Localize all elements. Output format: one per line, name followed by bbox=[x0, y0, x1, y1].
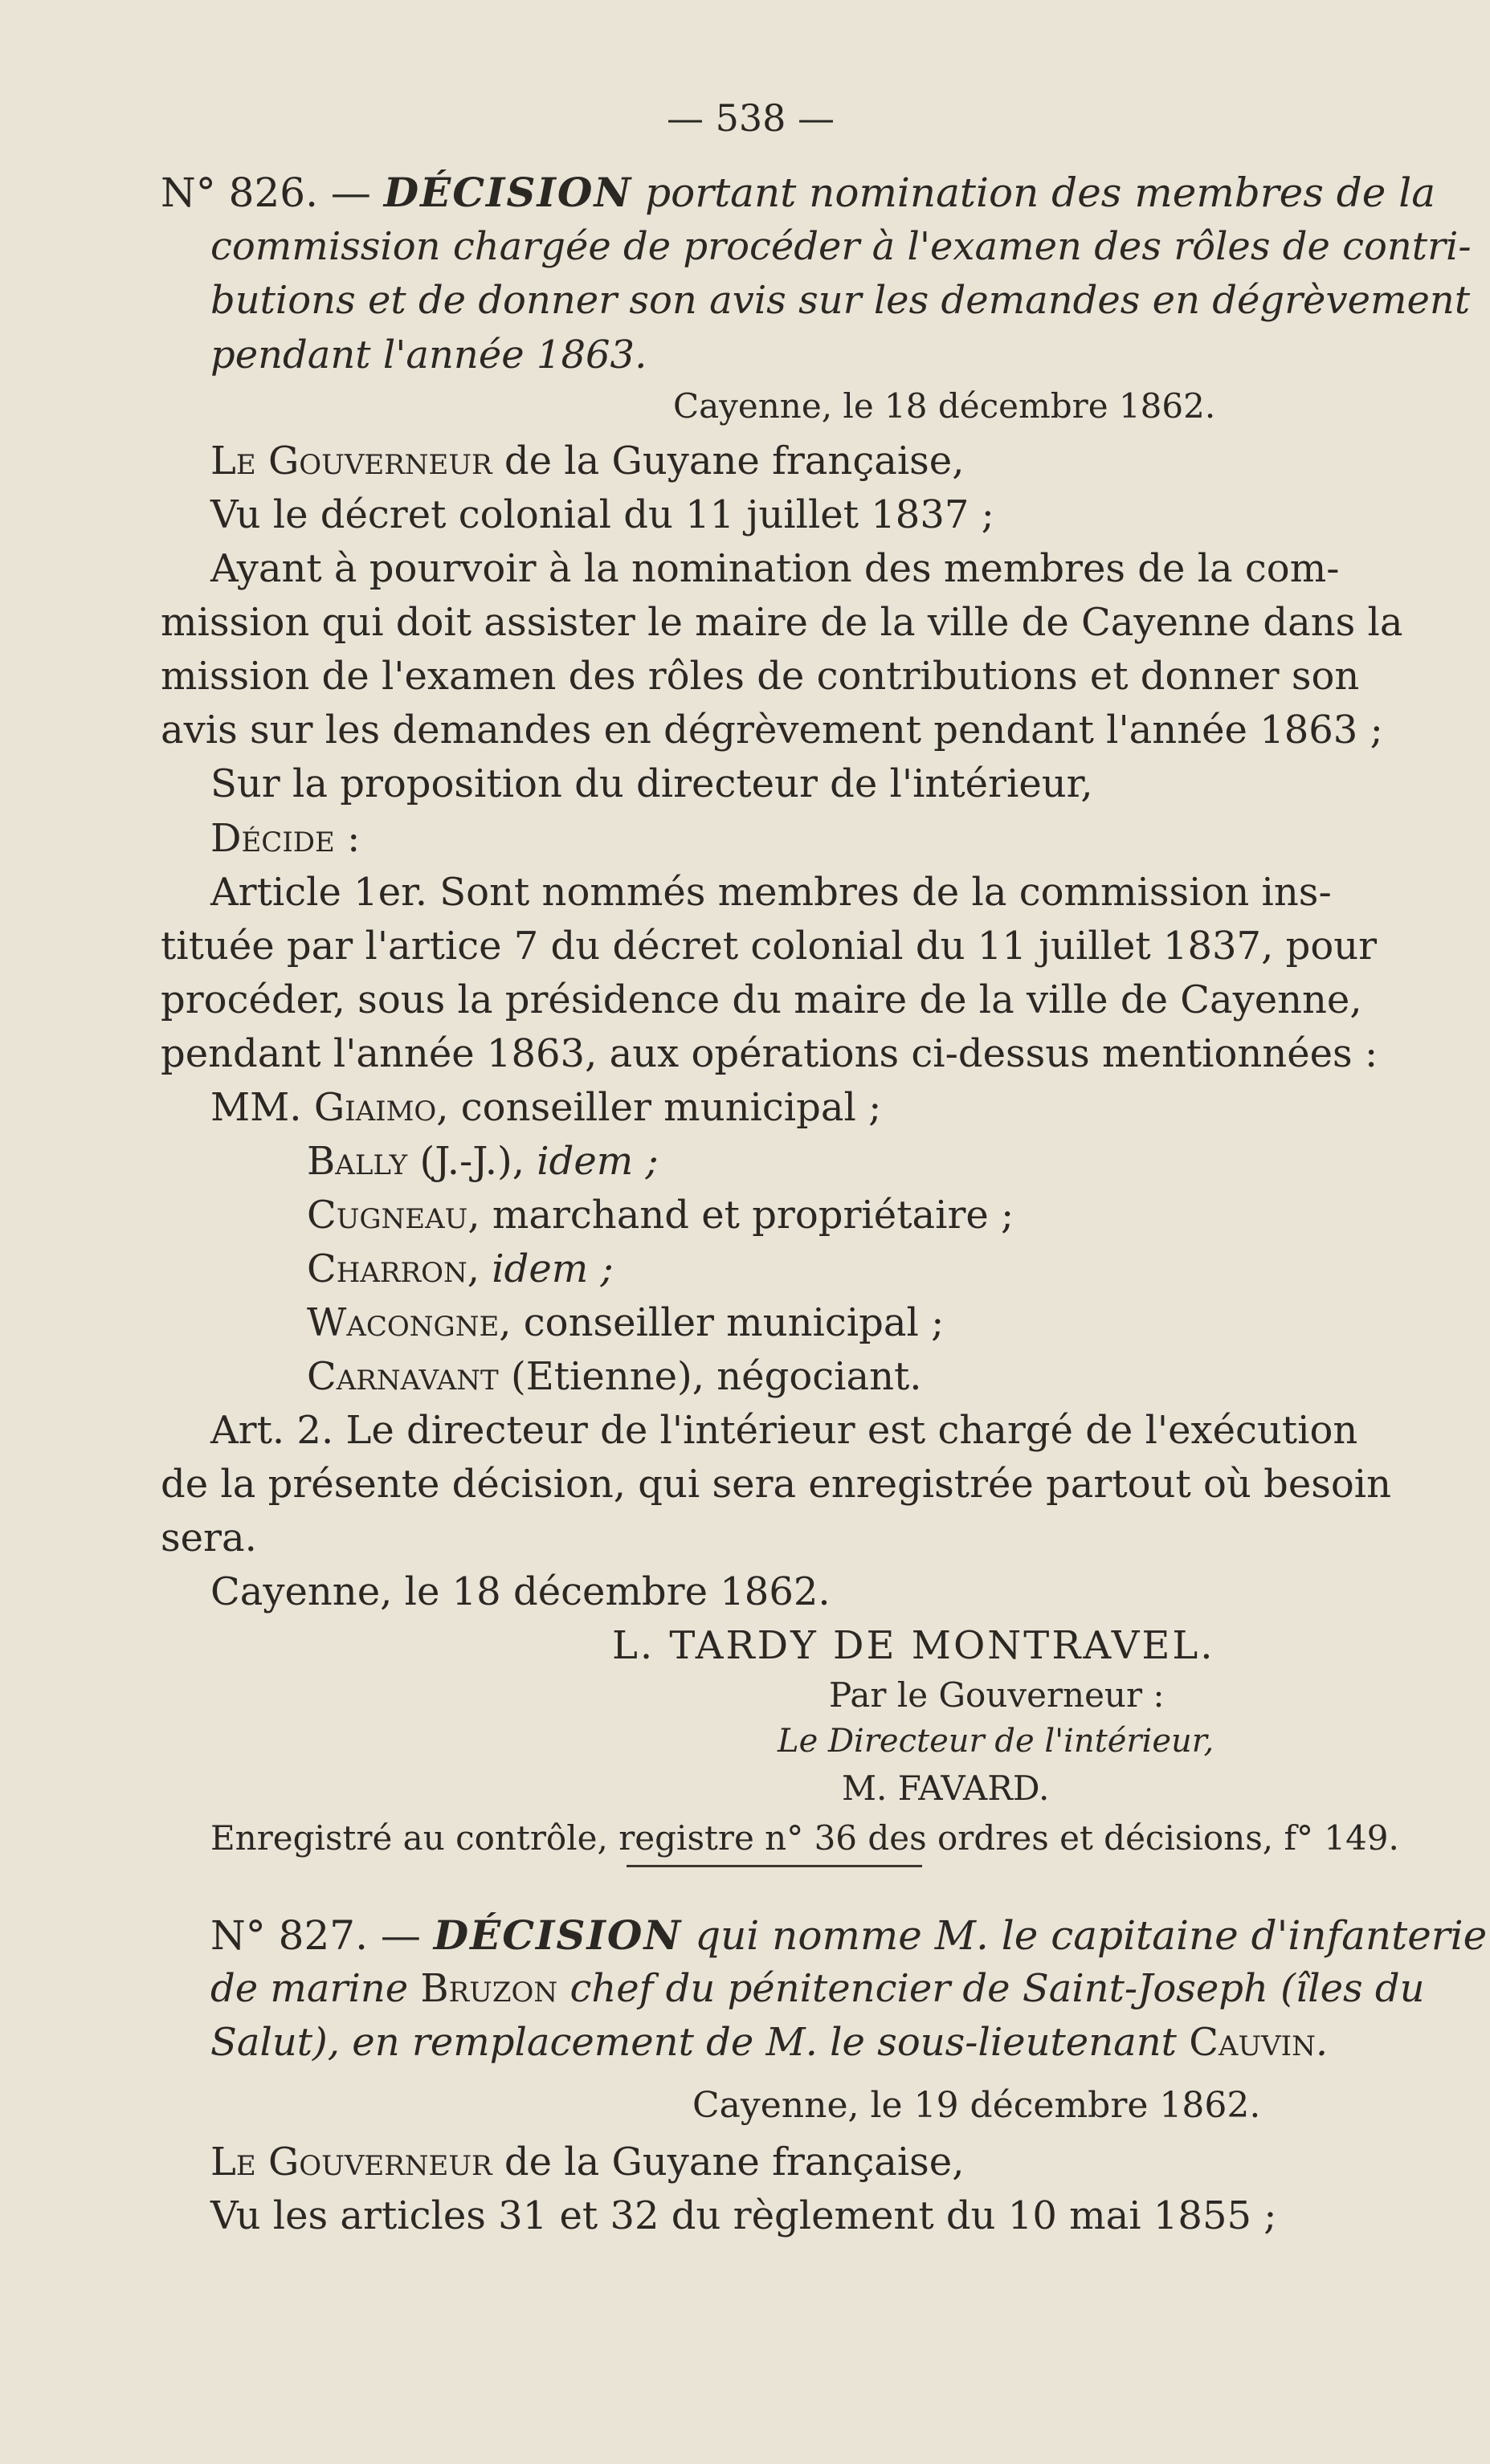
director-name: M. FAVARD. bbox=[842, 1768, 1050, 1808]
member-idem: idem ; bbox=[492, 1246, 614, 1291]
considerant: mission de l'examen des rôles de contributions et donner son bbox=[161, 654, 1360, 699]
decision-827-heading bbox=[210, 1911, 1488, 1959]
decision-826-heading-rest: portant nomination des membres de la bbox=[632, 169, 1436, 216]
member-role: , bbox=[467, 1246, 492, 1291]
page-number: — 538 — bbox=[667, 96, 835, 140]
replaced-officer-name: Cauvin bbox=[1189, 2020, 1316, 2065]
decide-label: Décide : bbox=[210, 816, 361, 861]
registration-note: Enregistré au contrôle, registre n° 36 des ordres et décisions, f° 149. bbox=[210, 1818, 1399, 1858]
considerant: Vu le décret colonial du 11 juillet 1837 ; bbox=[210, 492, 994, 537]
heading-text: de marine bbox=[210, 1966, 421, 2011]
decision-826-heading bbox=[161, 169, 1436, 216]
decision-826-heading-line: pendant l'année 1863. bbox=[210, 332, 647, 377]
member-idem: idem ; bbox=[537, 1139, 659, 1184]
member-role: , conseiller municipal ; bbox=[499, 1300, 945, 1345]
article-1-line: pendant l'année 1863, aux opérations ci-dessus mentionnées : bbox=[161, 1031, 1378, 1076]
considerant: Sur la proposition du directeur de l'intérieur, bbox=[210, 761, 1093, 806]
section-divider bbox=[627, 1865, 922, 1867]
member-role: , conseiller municipal ; bbox=[436, 1085, 882, 1130]
decision-826-dateline: Cayenne, le 18 décembre 1862. bbox=[673, 386, 1216, 426]
decision-826-number: N° 826. — bbox=[161, 169, 384, 216]
decision-827-preamble bbox=[210, 2140, 965, 2185]
decision-827-title: DÉCISION bbox=[433, 1911, 683, 1959]
member-item bbox=[307, 1246, 614, 1291]
director-title: Le Directeur de l'intérieur, bbox=[778, 1723, 1214, 1760]
member-item bbox=[307, 1193, 1014, 1238]
governor-territory: de la Guyane française, bbox=[492, 2140, 965, 2185]
article-2-line: Art. 2. Le directeur de l'intérieur est chargé de l'exécution bbox=[210, 1408, 1358, 1453]
considerant: Ayant à pourvoir à la nomination des membres de la com- bbox=[210, 546, 1340, 591]
governor-title: Le Gouverneur bbox=[210, 2140, 492, 2185]
member-name: Charron bbox=[307, 1246, 467, 1291]
article-2-line: sera. bbox=[161, 1516, 257, 1560]
decision-826-preamble bbox=[210, 439, 965, 483]
article-1-line: tituée par l'artice 7 du décret colonial du 11 juillet 1837, pour bbox=[161, 924, 1378, 969]
appointee-name: Bruzon bbox=[420, 1966, 558, 2011]
heading-text: chef du pénitencier de Saint-Joseph (îles du bbox=[557, 1966, 1425, 2011]
member-role: (Etienne), négociant. bbox=[498, 1354, 922, 1399]
heading-text: . bbox=[1315, 2020, 1329, 2065]
signature: L. TARDY DE MONTRAVEL. bbox=[612, 1623, 1215, 1668]
member-name: Giaimo bbox=[313, 1085, 437, 1130]
member-name: Bally bbox=[307, 1139, 408, 1184]
member-name: Cugneau bbox=[307, 1193, 468, 1238]
member-item bbox=[307, 1139, 659, 1184]
member-role: (J.-J.), bbox=[407, 1139, 537, 1184]
decision-826-heading-line: butions et de donner son avis sur les demandes en dégrèvement bbox=[210, 278, 1471, 323]
closing-date: Cayenne, le 18 décembre 1862. bbox=[210, 1569, 831, 1614]
decision-827-heading-line bbox=[210, 2020, 1329, 2065]
governor-territory: de la Guyane française, bbox=[492, 439, 965, 483]
article-2-line: de la présente décision, qui sera enregistrée partout où besoin bbox=[161, 1462, 1392, 1507]
member-name: Wacongne bbox=[307, 1300, 500, 1345]
member-name: Carnavant bbox=[307, 1354, 499, 1399]
decision-827-considerant: Vu les articles 31 et 32 du règlement du 10 mai 1855 ; bbox=[210, 2193, 1277, 2238]
member-item bbox=[307, 1354, 922, 1399]
article-1-line: procéder, sous la présidence du maire de la ville de Cayenne, bbox=[161, 977, 1362, 1022]
decision-826-heading-line: commission chargée de procéder à l'examen des rôles de contri- bbox=[210, 224, 1472, 269]
member-prefix: MM. bbox=[210, 1085, 314, 1130]
member-role: , marchand et propriétaire ; bbox=[467, 1193, 1014, 1238]
decision-827-heading-rest: qui nomme M. le capitaine d'infanterie bbox=[682, 1912, 1488, 1959]
heading-text: Salut), en remplacement de M. le sous-lieutenant bbox=[210, 2020, 1190, 2065]
considerant: avis sur les demandes en dégrèvement pendant l'année 1863 ; bbox=[161, 708, 1383, 753]
decision-827-dateline: Cayenne, le 19 décembre 1862. bbox=[692, 2085, 1261, 2126]
governor-title: Le Gouverneur bbox=[210, 439, 492, 483]
decision-827-number: N° 827. — bbox=[210, 1912, 434, 1959]
decision-827-heading-line bbox=[210, 1966, 1425, 2011]
by-governor: Par le Gouverneur : bbox=[829, 1675, 1165, 1715]
considerant: mission qui doit assister le maire de la ville de Cayenne dans la bbox=[161, 600, 1403, 645]
member-item bbox=[210, 1085, 882, 1130]
decision-826-title: DÉCISION bbox=[383, 169, 633, 216]
article-1-line: Article 1er. Sont nommés membres de la commission ins- bbox=[210, 870, 1332, 915]
member-item bbox=[307, 1300, 945, 1345]
